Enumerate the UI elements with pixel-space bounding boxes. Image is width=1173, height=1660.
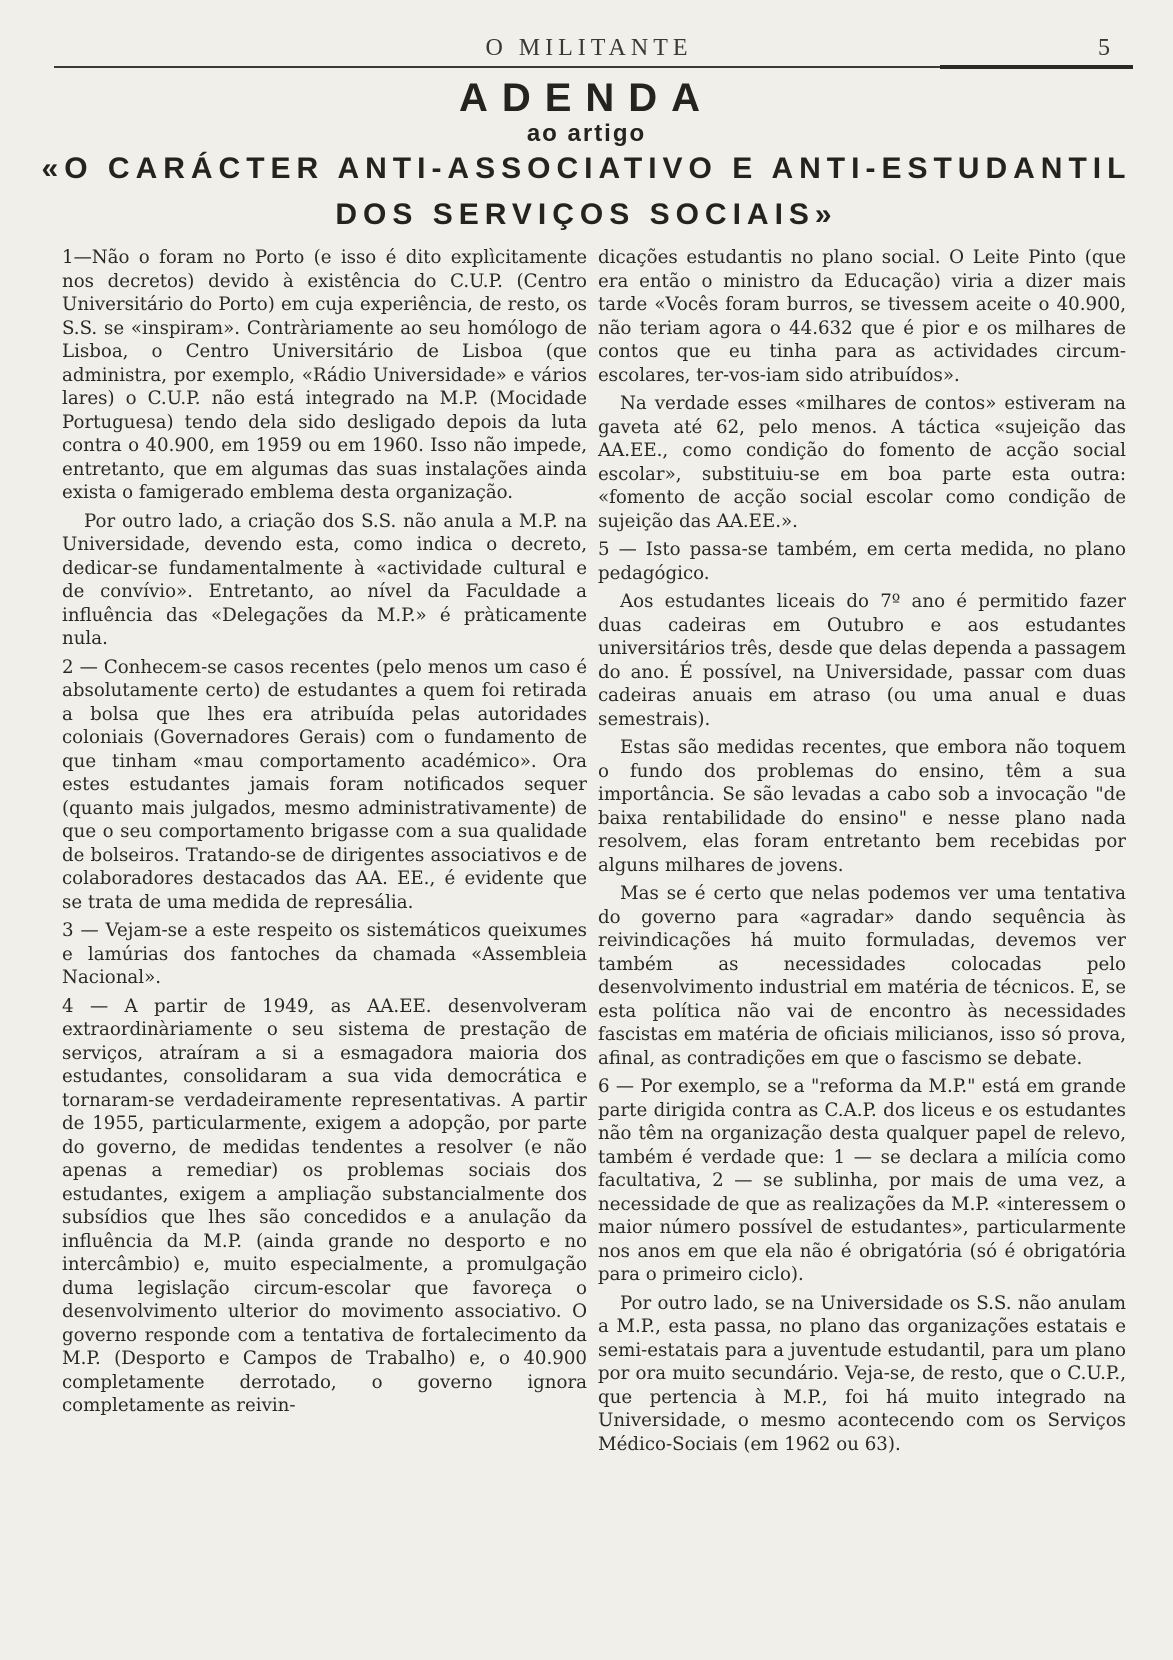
paragraph: Por outro lado, a criação dos S.S. não anula a M.P. na Universidade, devendo esta, como indica o decreto, dedicar-se fundamentalmente à «actividade cultural e de convívio». Entretanto, ao nível da Faculdade a influência das «Delegações da M.P.» é pràticamente nula. xyxy=(62,510,587,649)
header-rule-thick xyxy=(940,65,1133,69)
paragraph: Estas são medidas recentes, que embora não toquem o fundo dos problemas do ensino, têm a sua importância. Se são levadas a cabo sob a invocação "de baixa rentabilidade do ensino" e nesse plano nada resolvem, elas foram entretanto bem recebidas por alguns milhares de jovens. xyxy=(598,737,1126,876)
paragraph: Aos estudantes liceais do 7º ano é permitido fazer duas cadeiras em Outubro e aos estudantes universitários três, desde que delas dependa a passagem do ano. É possível, na Universidade, passar com duas cadeiras anuais em atraso (ou uma anual e duas semestrais). xyxy=(598,591,1126,730)
paragraph: 1—Não o foram no Porto (e isso é dito explìcitamente nos decretos) devido à existência do C.U.P. (Centro Universitário do Porto) em cuja experiência, de resto, os S.S. se «inspiram». Contràriamente ao seu homólogo de Lisboa, o Centro Universitário de Lisboa (que administra, por exemplo, «Rádio Universidade» e vários lares) o C.U.P. não está integrado na M.P. (Mocidade Portuguesa) tendo dela sido desligado depois da luta contra o 40.900, em 1959 ou em 1960. Isso não impede, entretanto, que em algumas das suas instalações ainda exista o famigerado emblema desta organização. xyxy=(62,247,587,503)
paragraph: Por outro lado, se na Universidade os S.S. não anulam a M.P., esta passa, no plano das organizações estatais e semi-estatais para a juventude estudantil, para um plano por ora muito secundário. Veja-se, de resto, que o C.U.P., que pertencia à M.P., foi há muito integrado na Universidade, o mesmo acontecendo com os Serviços Médico-Sociais (em 1962 ou 63). xyxy=(598,1292,1126,1455)
publication-title: O MILITANTE xyxy=(485,35,693,61)
article-topic-line-2: DOS SERVIÇOS SOCIAIS» xyxy=(335,198,838,231)
running-head xyxy=(60,35,1118,65)
left-column xyxy=(62,246,587,1423)
page-number: 5 xyxy=(1098,35,1110,61)
paragraph: 4 — A partir de 1949, as AA.EE. desenvolveram extraordinàriamente o seu sistema de prestação de serviços, atraíram a si a esmagadora maioria dos estudantes, consolidaram a sua vida democrática e tornaram-se verdadeiramente representativas. A partir de 1955, particularmente, exigem a adopção, por parte do governo, de medidas tendentes a resolver (e não apenas a remediar) os problemas sociais dos estudantes, exigem a ampliação substancialmente dos subsídios que lhes são concedidos e a anulação da influência da M.P. (ainda grande no desporto e no intercâmbio) e, muito especialmente, a promulgação duma legislação circum-escolar que favoreça o desenvolvimento ulterior do movimento associativo. O governo responde com a tentativa de fortalecimento da M.P. (Desporto e Campos de Trabalho) e, o 40.900 completamente derrotado, o governo ignora completamente as reivin- xyxy=(62,995,587,1416)
right-column xyxy=(598,246,1126,1461)
article-topic-line-1: «O CARÁCTER ANTI-ASSOCIATIVO E ANTI-ESTUDANTIL xyxy=(41,152,1132,185)
paragraph: 6 — Por exemplo, se a "reforma da M.P." está em grande parte dirigida contra as C.A.P. dos liceus e os estudantes não têm na organização desta qualquer papel de relevo, também é verdade que: 1 — se declara a milícia como facultativa, 2 — se sublinha, por mais de uma vez, a necessidade de que as realizações da M.P. «interessem o maior número possível de estudantes», particularmente nos anos em que ela não é obrigatória (só é obrigatória para o primeiro ciclo). xyxy=(598,1076,1126,1285)
paragraph: 5 — Isto passa-se também, em certa medida, no plano pedagógico. xyxy=(598,539,1126,584)
paragraph: Na verdade esses «milhares de contos» estiveram na gaveta até 62, pelo menos. A táctica «sujeição das AA.EE., como condição do fomento de acção social escolar», substituiu-se em boa parte esta outra: «fomento de acção social escolar como condição de sujeição das AA.EE.». xyxy=(598,393,1126,532)
paragraph: 2 — Conhecem-se casos recentes (pelo menos um caso é absolutamente certo) de estudantes a quem foi retirada a bolsa que lhes era atribuída pelas autoridades coloniais (Governadores Gerais) com o fundamento de que tinham «mau comportamento académico». Ora estes estudantes jamais foram notificados sequer (quanto mais julgados, mesmo administrativamente) de que o seu comportamento brigasse com a sua qualidade de bolseiros. Tratando-se de dirigentes associativos e de colaboradores destacados das AA. EE., é evidente que se trata de uma medida de represália. xyxy=(62,656,587,913)
paragraph: Mas se é certo que nelas podemos ver uma tentativa do governo para «agradar» dando sequência às reivindicações há muito formuladas, devemos ver também as necessidades colocadas pelo desenvolvimento industrial em matéria de técnicos. E, se esta política não vai de encontro às necessidades fascistas em matéria de oficiais milicianos, isso só prova, afinal, as contradições em que o fascismo se debate. xyxy=(598,883,1126,1069)
article-subtitle: ao artigo xyxy=(526,120,647,147)
paragraph: 3 — Vejam-se a este respeito os sistemáticos queixumes e lamúrias dos fantoches da chamada «Assembleia Nacional». xyxy=(62,920,587,988)
paragraph: dicações estudantis no plano social. O Leite Pinto (que era então o ministro da Educação) viria a dizer mais tarde «Vocês foram burros, se tivessem aceite o 40.900, não teriam agora o 44.632 que é pior e os milhares de contos que eu tinha para as actividades circum-escolares, ter-vos-iam sido atribuídos». xyxy=(598,247,1126,386)
article-title: ADENDA xyxy=(458,76,715,120)
